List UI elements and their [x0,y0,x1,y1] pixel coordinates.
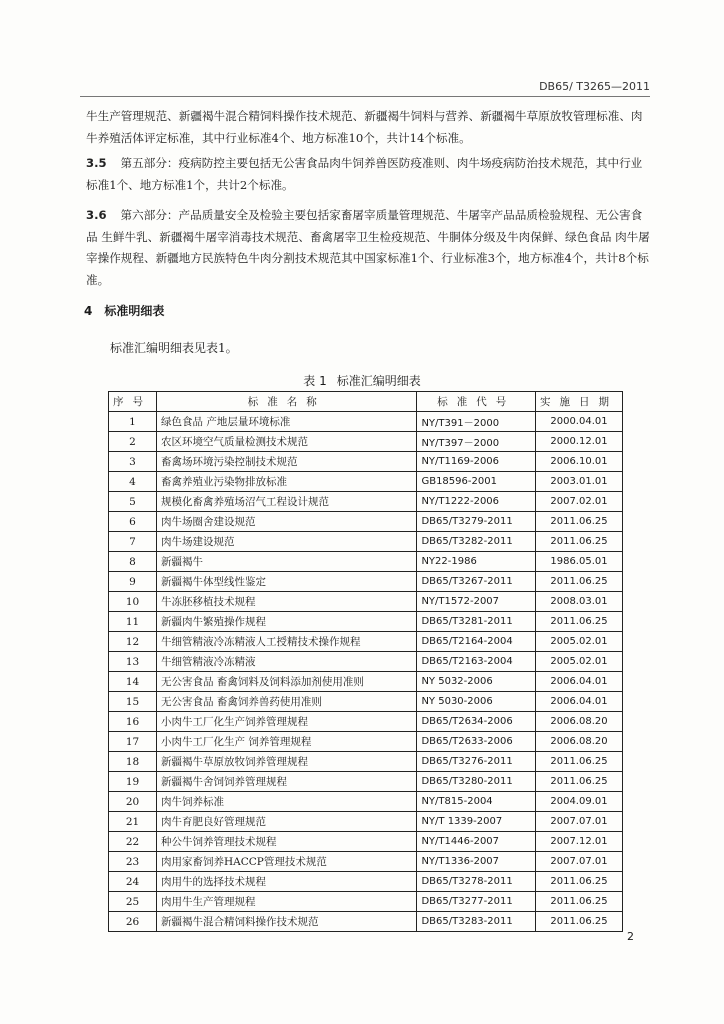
effective-date: 2007.02.01 [535,492,622,512]
effective-date: 2005.02.01 [535,632,622,652]
standard-code: DB65/T3276-2011 [417,752,536,772]
effective-date: 2000.12.01 [535,432,622,452]
standard-name: 新疆肉牛繁殖操作规程 [157,612,417,632]
standard-code: DB65/T2163-2004 [417,652,536,672]
row-index: 18 [109,752,157,772]
table-row [109,832,623,852]
table-row [109,712,623,732]
standard-code: DB65/T3283-2011 [417,912,536,932]
table-row [109,772,623,792]
paragraph-text: 第五部分：疫病防控主要包括无公害食品肉牛饲养兽医防疫准则、肉牛场疫病防治技术规范，其中行业标准1个、地方标准1个，共计2个标准。 [86,156,643,192]
effective-date: 2011.06.25 [535,892,622,912]
standards-table [108,391,623,932]
table-row [109,872,623,892]
standard-name: 肉牛场圈舍建设规范 [157,512,417,532]
standard-name: 农区环境空气质量检测技术规范 [157,432,417,452]
standard-name: 肉用牛生产管理规程 [157,892,417,912]
row-index: 23 [109,852,157,872]
table-row [109,912,623,932]
row-index: 8 [109,552,157,572]
paragraph-number: 3.6 [86,208,107,222]
standard-name: 新疆褐牛草原放牧饲养管理规程 [157,752,417,772]
effective-date: 2008.03.01 [535,592,622,612]
table-caption-number: 表 1 [303,374,327,388]
paragraph-text: 第六部分：产品质量安全及检验主要包括家畜屠宰质量管理规范、牛屠宰产品品质检验规程、无公害食品 生鲜牛乳、新疆褐牛屠宰消毒技术规范、畜禽屠宰卫生检疫规范、牛胴体分级及牛肉保鲜、绿色食品 肉牛屠宰操作规程、新疆地方民族特色牛肉分割技术规范其中国家标准1个、行业标准3个，地方标准4个，共计8个标准。 [86,208,650,287]
table-caption [0,372,724,389]
standard-code: DB65/T2633-2006 [417,732,536,752]
row-index: 21 [109,812,157,832]
row-index: 13 [109,652,157,672]
table-row [109,512,623,532]
standard-code: DB65/T3277-2011 [417,892,536,912]
row-index: 5 [109,492,157,512]
standard-code: NY/T1572-2007 [417,592,536,612]
header-name: 标准名称 [157,392,417,412]
header-index: 序号 [109,392,157,412]
standard-name: 新疆褐牛体型线性鉴定 [157,572,417,592]
row-index: 15 [109,692,157,712]
standard-code: GB18596-2001 [417,472,536,492]
effective-date: 2011.06.25 [535,532,622,552]
standard-name: 无公害食品 畜禽饲养兽药使用准则 [157,692,417,712]
row-index: 4 [109,472,157,492]
standard-code: NY22-1986 [417,552,536,572]
effective-date: 2003.01.01 [535,472,622,492]
table-row [109,612,623,632]
effective-date: 2006.10.01 [535,452,622,472]
standard-code: NY/T397－2000 [417,432,536,452]
row-index: 6 [109,512,157,532]
row-index: 25 [109,892,157,912]
effective-date: 2007.07.01 [535,812,622,832]
row-index: 19 [109,772,157,792]
row-index: 3 [109,452,157,472]
standard-code: DB65/T2634-2006 [417,712,536,732]
standard-name: 肉用牛的选择技术规程 [157,872,417,892]
standard-code: DB65/T3279-2011 [417,512,536,532]
effective-date: 2004.09.01 [535,792,622,812]
effective-date: 2011.06.25 [535,612,622,632]
standard-name: 新疆褐牛混合精饲料操作技术规范 [157,912,417,932]
table-row [109,672,623,692]
section-title: 标准明细表 [104,304,165,318]
paragraph-continued [86,106,651,149]
row-index: 16 [109,712,157,732]
standard-name: 肉用家畜饲养HACCP管理技术规范 [157,852,417,872]
standard-code: NY 5030-2006 [417,692,536,712]
table-row [109,812,623,832]
effective-date: 2011.06.25 [535,512,622,532]
row-index: 11 [109,612,157,632]
effective-date: 2011.06.25 [535,912,622,932]
standard-name: 肉牛饲养标准 [157,792,417,812]
standard-name: 牛冻胚移植技术规程 [157,592,417,612]
table-row [109,652,623,672]
standard-name: 无公害食品 畜禽饲料及饲料添加剂使用准则 [157,672,417,692]
effective-date: 2000.04.01 [535,412,622,432]
standard-name: 新疆褐牛舍饲饲养管理规程 [157,772,417,792]
standard-code: NY/T815-2004 [417,792,536,812]
table-row [109,852,623,872]
standard-code: DB65/T2164-2004 [417,632,536,652]
header-date: 实施日期 [535,392,622,412]
standard-code: NY 5032-2006 [417,672,536,692]
row-index: 10 [109,592,157,612]
standard-code: NY/T1336-2007 [417,852,536,872]
table-row [109,432,623,452]
effective-date: 2006.04.01 [535,692,622,712]
standard-code: NY/T1222-2006 [417,492,536,512]
row-index: 12 [109,632,157,652]
row-index: 14 [109,672,157,692]
standard-name: 肉牛育肥良好管理规范 [157,812,417,832]
table-row [109,632,623,652]
section-heading [84,302,164,319]
table-row [109,732,623,752]
standard-name: 肉牛场建设规范 [157,532,417,552]
row-index: 7 [109,532,157,552]
standard-code: DB65/T3280-2011 [417,772,536,792]
standard-code: NY/T1169-2006 [417,452,536,472]
standard-code: DB65/T3278-2011 [417,872,536,892]
table-body [109,412,623,932]
table-row [109,692,623,712]
row-index: 22 [109,832,157,852]
effective-date: 2011.06.25 [535,772,622,792]
row-index: 2 [109,432,157,452]
standard-name: 畜禽场环境污染控制技术规范 [157,452,417,472]
row-index: 17 [109,732,157,752]
table-row [109,892,623,912]
effective-date: 1986.05.01 [535,552,622,572]
standard-name: 牛细管精液冷冻精液 [157,652,417,672]
header-rule [80,96,650,97]
paragraph-3-5 [86,153,651,196]
standard-name: 种公牛饲养管理技术规程 [157,832,417,852]
header-code: 标准代号 [417,392,536,412]
table-row [109,532,623,552]
standard-name: 牛细管精液冷冻精液人工授精技术操作规程 [157,632,417,652]
paragraph-number: 3.5 [86,156,107,170]
effective-date: 2007.12.01 [535,832,622,852]
row-index: 9 [109,572,157,592]
table-row [109,592,623,612]
row-index: 1 [109,412,157,432]
effective-date: 2006.08.20 [535,732,622,752]
row-index: 20 [109,792,157,812]
standard-code: DB65/T3281-2011 [417,612,536,632]
table-row [109,752,623,772]
row-index: 26 [109,912,157,932]
table-row [109,792,623,812]
standard-code: DB65/T3267-2011 [417,572,536,592]
effective-date: 2006.08.20 [535,712,622,732]
effective-date: 2011.06.25 [535,752,622,772]
page-number: 2 [627,930,634,943]
standard-code: NY/T1446-2007 [417,832,536,852]
table-caption-title: 标准汇编明细表 [336,374,421,388]
row-index: 24 [109,872,157,892]
effective-date: 2011.06.25 [535,572,622,592]
standard-name: 新疆褐牛 [157,552,417,572]
standard-name: 小肉牛工厂化生产饲养管理规程 [157,712,417,732]
header-doc-code: DB65/ T3265—2011 [539,80,650,93]
standard-name: 绿色食品 产地层量环境标准 [157,412,417,432]
effective-date: 2005.02.01 [535,652,622,672]
standard-name: 小肉牛工厂化生产 饲养管理规程 [157,732,417,752]
intro-text: 标准汇编明细表见表1。 [110,341,238,355]
table-header-row [109,392,623,412]
standard-name: 规模化畜禽养殖场沼气工程设计规范 [157,492,417,512]
table-row [109,412,623,432]
section-number: 4 [84,304,93,318]
paragraph-3-6 [86,205,651,291]
table-row [109,552,623,572]
standard-name: 畜禽养殖业污染物排放标准 [157,472,417,492]
standard-code: DB65/T3282-2011 [417,532,536,552]
table-row [109,492,623,512]
standard-code: NY/T 1339-2007 [417,812,536,832]
paragraph-text: 牛生产管理规范、新疆褐牛混合精饲料操作技术规范、新疆褐牛饲料与营养、新疆褐牛草原放牧管理标准、肉牛养殖活体评定标准，其中行业标准4个、地方标准10个，共计14个标准。 [86,109,643,145]
effective-date: 2007.07.01 [535,852,622,872]
table-row [109,572,623,592]
table-row [109,472,623,492]
effective-date: 2011.06.25 [535,872,622,892]
effective-date: 2006.04.01 [535,672,622,692]
standard-code: NY/T391－2000 [417,412,536,432]
table-row [109,452,623,472]
